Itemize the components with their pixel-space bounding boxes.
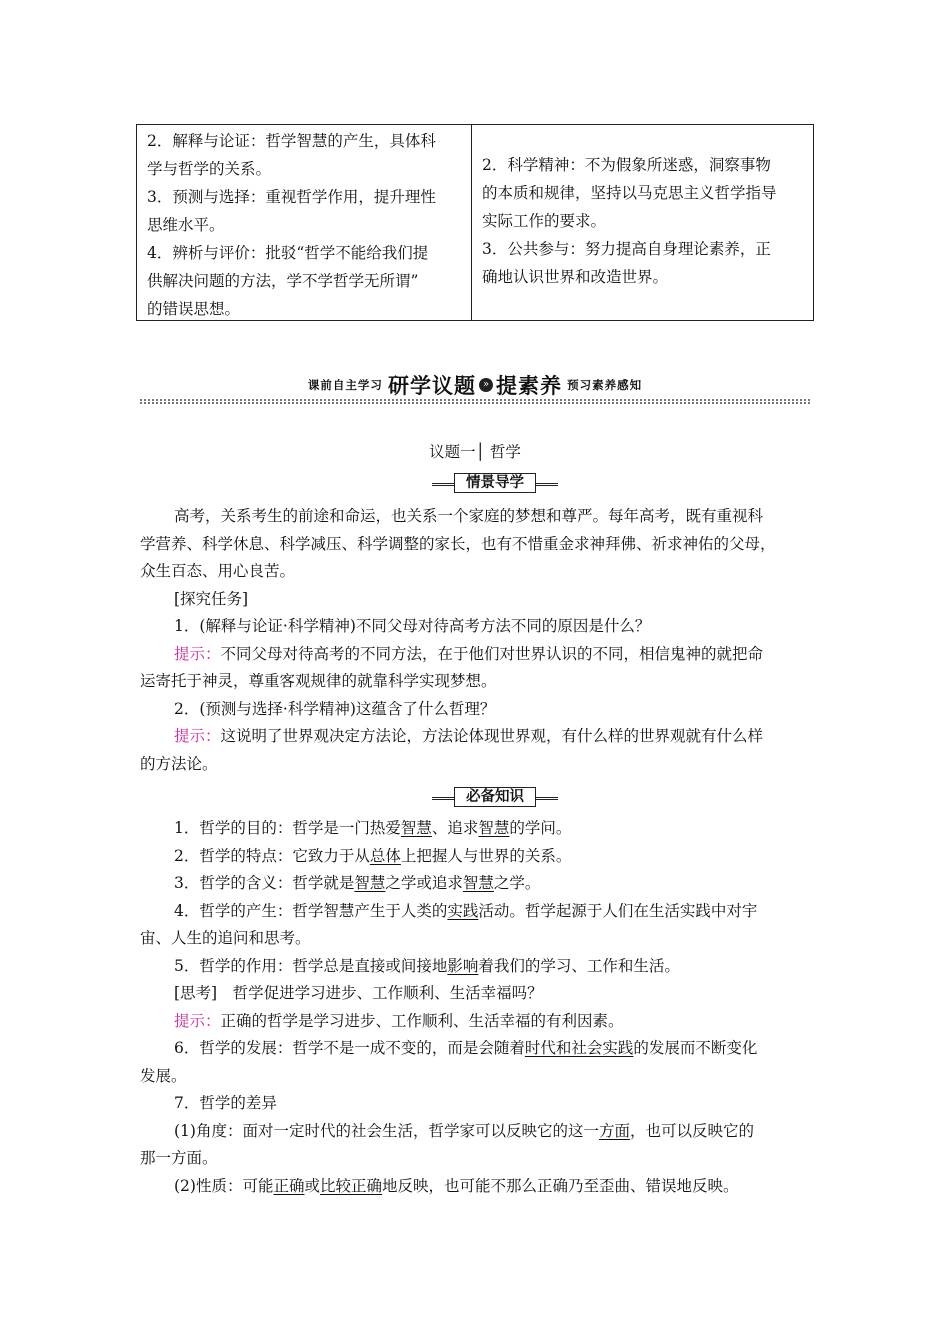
banner-title-right: 提素养 (496, 374, 562, 398)
banner-divider (140, 399, 810, 404)
hint-label: 提示： (174, 644, 221, 663)
scenario-heading-label: 情景导学 (454, 473, 536, 493)
table-left-line: 2．解释与论证：哲学智慧的产生，具体科 (147, 132, 436, 150)
scenario-line: 高考，关系考生的前途和命运，也关系一个家庭的梦想和尊严。每年高考，既有重视科 (174, 507, 764, 525)
table-right-line: 3．公共参与：努力提高自身理论素养，正 (482, 240, 771, 258)
table-left-line: 思维水平。 (147, 216, 225, 234)
answer-2-text: 这说明了世界观决定方法论，方法论体现世界观，有什么样的世界观就有什么样 (220, 727, 764, 745)
banner-right-label: 预习素养感知 (567, 378, 643, 392)
knowledge-item-7-1: (1)角度：面对一定时代的社会生活，哲学家可以反映它的这一方面，也可以反映它的 (174, 1121, 754, 1140)
topic-title: 议题一│ 哲学 (429, 443, 521, 461)
question-2: 2．(预测与选择·科学精神)这蕴含了什么哲理？ (174, 699, 496, 718)
knowledge-item-2: 2．哲学的特点：它致力于从总体上把握人与世界的关系。 (174, 846, 572, 865)
arrow-icon: » (479, 378, 493, 392)
knowledge-item-4: 4．哲学的产生：哲学智慧产生于人类的实践活动。哲学起源于人们在生活实践中对宇 (174, 901, 758, 920)
answer-2 (140, 723, 820, 751)
scenario-section (140, 503, 820, 778)
answer-1 (140, 641, 820, 669)
table-right-cell (472, 125, 813, 320)
table-left-line: 4．辨析与评价：批驳“哲学不能给我们提 (147, 244, 429, 262)
table-right-line: 确地认识世界和改造世界。 (482, 268, 669, 286)
knowledge-item-4-cont: 宙、人生的追问和思考。 (140, 929, 311, 947)
scenario-line: 学营养、科学休息、科学减压、科学调整的家长，也有不惜重金求神拜佛、祈求神佑的父母， (140, 534, 776, 553)
objectives-table (136, 124, 814, 321)
scenario-line: 众生百态、用心良苦。 (140, 562, 296, 580)
answer-1-cont: 运寄托于神灵，尊重客观规律的就靠科学实现梦想。 (140, 672, 497, 690)
banner-left-label: 课前自主学习 (307, 378, 383, 392)
hint-label: 提示： (174, 727, 221, 745)
table-left-line: 学与哲学的关系。 (147, 160, 272, 178)
knowledge-item-1: 1．哲学的目的：哲学是一门热爱智慧、追求智慧的学问。 (174, 819, 572, 837)
think-answer: 提示：正确的哲学是学习进步、工作顺利、生活幸福的有利因素。 (174, 1011, 624, 1030)
table-right-line: 实际工作的要求。 (482, 212, 607, 230)
knowledge-heading (432, 787, 558, 809)
knowledge-item-6: 6．哲学的发展：哲学不是一成不变的，而是会随着时代和社会实践的发展而不断变化 (174, 1039, 758, 1057)
task-label: [探究任务] (174, 589, 249, 608)
knowledge-item-7: 7．哲学的差异 (174, 1094, 277, 1112)
answer-2-cont: 的方法论。 (140, 754, 218, 773)
table-left-line: 3．预测与选择：重视哲学作用，提升理性 (147, 188, 436, 206)
table-right-line: 2．科学精神：不为假象所迷惑，洞察事物 (482, 156, 771, 174)
section-banner (140, 370, 810, 406)
knowledge-item-5: 5．哲学的作用：哲学总是直接或间接地影响着我们的学习、工作和生活。 (174, 956, 680, 975)
scenario-heading (432, 473, 558, 495)
knowledge-item-6-cont: 发展。 (140, 1066, 187, 1085)
table-right-line: 的本质和规律，坚持以马克思主义哲学指导 (482, 184, 777, 202)
think-question: [思考] 哲学促进学习进步、工作顺利、生活幸福吗？ (174, 984, 543, 1002)
knowledge-heading-label: 必备知识 (454, 787, 536, 807)
hint-label: 提示： (174, 1011, 221, 1030)
answer-1-text: 不同父母对待高考的不同方法，在于他们对世界认识的不同，相信鬼神的就把命 (220, 644, 764, 663)
table-left-line: 供解决问题的方法，学不学哲学无所谓” (147, 272, 419, 290)
table-left-line: 的错误思想。 (147, 300, 241, 318)
banner-title-left: 研学议题 (388, 374, 476, 398)
knowledge-item-7-1-cont: 那一方面。 (140, 1149, 218, 1167)
knowledge-section (140, 815, 820, 1200)
question-1: 1．(解释与论证·科学精神)不同父母对待高考方法不同的原因是什么？ (174, 617, 651, 635)
knowledge-item-7-2: (2)性质：可能正确或比较正确地反映，也可能不那么正确乃至歪曲、错误地反映。 (174, 1176, 739, 1195)
table-left-cell (137, 125, 472, 320)
knowledge-item-3: 3．哲学的含义：哲学就是智慧之学或追求智慧之学。 (174, 874, 541, 892)
